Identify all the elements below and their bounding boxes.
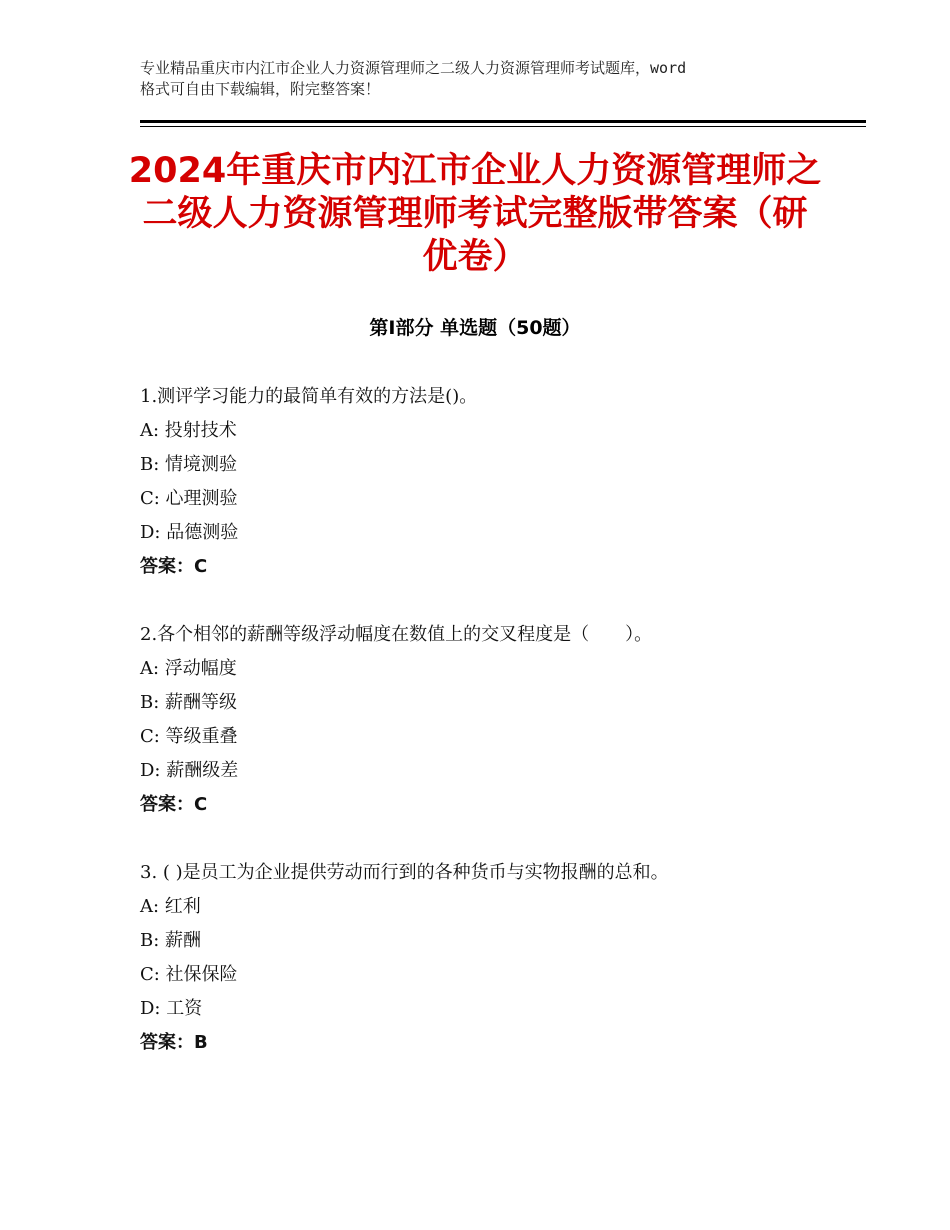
option-c: C: 心理测验 [140,488,238,509]
header-note-line: 专业精品重庆市内江市企业人力资源管理师之二级人力资源管理师考试题库，word [140,59,687,77]
title-line: 优卷） [422,237,528,277]
option-d: D: 工资 [140,998,203,1019]
question-2 [140,618,860,822]
option-a: A: 红利 [140,896,201,917]
option-c: C: 等级重叠 [140,726,238,747]
document-title [120,150,830,279]
header-divider-thin [140,126,866,127]
option-d: D: 薪酬级差 [140,760,239,781]
answer: 答案：B [140,1032,208,1053]
title-line: 二级人力资源管理师考试完整版带答案（研 [142,194,808,234]
option-b: B: 薪酬等级 [140,692,238,713]
answer: 答案：C [140,556,208,577]
section-title: 第Ⅰ部分 单选题（50题） [369,317,581,339]
option-a: A: 投射技术 [140,420,237,441]
option-c: C: 社保保险 [140,964,238,985]
option-b: B: 薪酬 [140,930,202,951]
header-divider-thick [140,120,866,123]
question-3 [140,856,860,1060]
question-stem: 1.测评学习能力的最简单有效的方法是()。 [140,386,478,407]
answer: 答案：C [140,794,208,815]
header-note [140,58,820,100]
header-note-line: 格式可自由下载编辑，附完整答案！ [140,80,381,98]
option-d: D: 品德测验 [140,522,239,543]
option-b: B: 情境测验 [140,454,238,475]
question-stem: 2.各个相邻的薪酬等级浮动幅度在数值上的交叉程度是（ ）。 [140,624,653,645]
question-list [140,380,860,1094]
question-1 [140,380,860,584]
option-a: A: 浮动幅度 [140,658,237,679]
title-line: 2024年重庆市内江市企业人力资源管理师之 [128,151,822,191]
question-stem: 3. ( )是员工为企业提供劳动而行到的各种货币与实物报酬的总和。 [140,862,669,883]
